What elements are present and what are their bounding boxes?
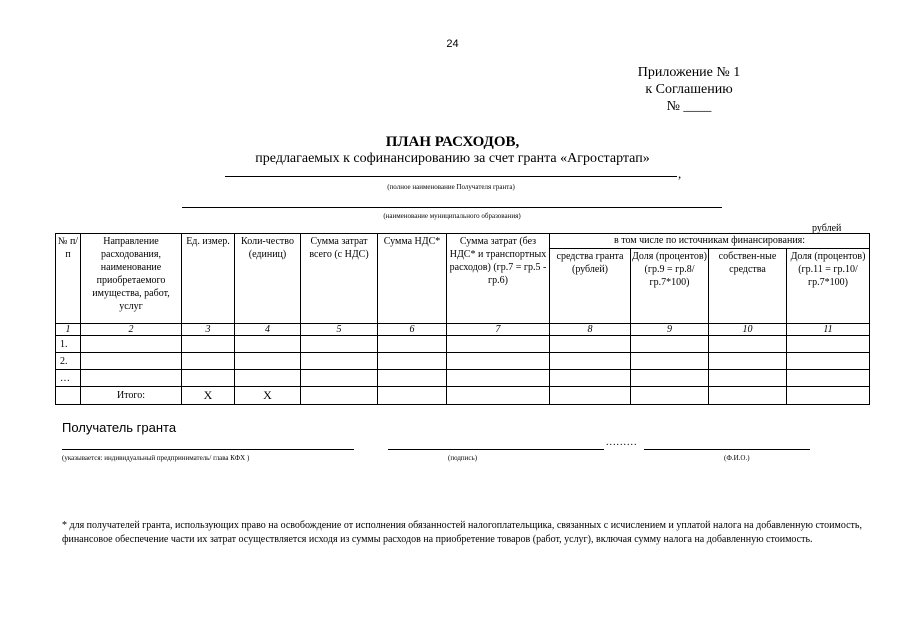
column-number: 2 [81,324,182,336]
recipient-trailing-comma: , [678,166,682,181]
table-row [56,370,870,387]
header-grant-share: Доля (процентов) (гр.9 = гр.8/гр.7*100) [631,249,709,324]
appendix-block [609,64,769,115]
column-number: 4 [235,324,301,336]
document-subtitle: предлагаемых к софинансированию за счет гранта «Агростартап» [255,151,650,166]
appendix-line-3: № ____ [666,99,712,114]
cell-grant-share[interactable] [631,353,709,370]
cell-direction[interactable] [81,353,182,370]
total-label: Итого: [81,387,182,405]
header-grant: средства гранта (рублей) [550,249,631,324]
cell-own[interactable] [709,370,787,387]
cell-grant[interactable] [550,370,631,387]
signature-caption: (подпись) [448,454,478,462]
cell-total[interactable] [301,370,378,387]
cell-total[interactable] [301,336,378,353]
full-name-line[interactable] [644,449,810,450]
column-number: 9 [631,324,709,336]
table-row [56,336,870,353]
header-unit: Ед. измер. [182,234,235,324]
header-own-share: Доля (процентов) (гр.11 = гр.10/гр.7*100) [787,249,870,324]
position-caption: (указывается: индивидуальный предприниматель/ глава КФХ ) [62,454,250,462]
position-line[interactable] [62,449,354,450]
cell-grant-share[interactable] [631,336,709,353]
cell-qty[interactable] [235,370,301,387]
header-qty: Коли-чество (единиц) [235,234,301,324]
cell-qty[interactable] [235,353,301,370]
cell-total[interactable] [301,353,378,370]
expense-plan-table [55,233,870,405]
recipient-name-line[interactable] [225,176,677,177]
column-number: 5 [301,324,378,336]
cell-net[interactable] [447,353,550,370]
total-row [56,387,870,405]
cell-own[interactable] [709,336,787,353]
cell-own-share[interactable] [787,370,870,387]
header-own: собствен-ные средства [709,249,787,324]
total-qty-x: Х [235,387,301,405]
row-number: 2. [56,353,81,370]
column-number: 10 [709,324,787,336]
cell-net[interactable] [447,370,550,387]
total-sum-cell[interactable] [301,387,378,405]
total-grant-cell[interactable] [550,387,631,405]
column-number: 3 [182,324,235,336]
signature-line[interactable] [388,449,604,450]
column-number-row [56,324,870,336]
cell-unit[interactable] [182,336,235,353]
cell-vat[interactable] [378,370,447,387]
row-number: … [56,370,81,387]
cell-direction[interactable] [81,336,182,353]
header-direction: Направление расходования, наименование приобретаемого имущества, работ, услуг [81,234,182,324]
header-vat: Сумма НДС* [378,234,447,324]
total-unit-x: Х [182,387,235,405]
column-number: 1 [56,324,81,336]
header-total: Сумма затрат всего (с НДС) [301,234,378,324]
signature-title: Получатель гранта [62,420,177,435]
cell-unit[interactable] [182,370,235,387]
municipality-caption: (наименование муниципального образования) [383,212,521,220]
signature-dots: ......... [606,437,638,448]
cell-own-share[interactable] [787,353,870,370]
page-number: 24 [446,38,459,50]
cell-net[interactable] [447,336,550,353]
header-net: Сумма затрат (без НДС* и транспортных расходов) (гр.7 = гр.5 - гр.6) [447,234,550,324]
total-net-cell[interactable] [447,387,550,405]
cell-vat[interactable] [378,353,447,370]
cell-own[interactable] [709,353,787,370]
cell-direction[interactable] [81,370,182,387]
column-number: 8 [550,324,631,336]
cell-grant[interactable] [550,353,631,370]
appendix-line-1: Приложение № 1 [637,65,741,80]
units-label: рублей [812,223,842,234]
total-own-share-cell[interactable] [787,387,870,405]
municipality-line[interactable] [182,207,722,208]
full-name-caption: (Ф.И.О.) [724,454,750,462]
total-grant-share-cell[interactable] [631,387,709,405]
total-own-cell[interactable] [709,387,787,405]
column-number: 11 [787,324,870,336]
cell-grant-share[interactable] [631,370,709,387]
header-num: № п/п [56,234,81,324]
total-vat-cell[interactable] [378,387,447,405]
row-number: 1. [56,336,81,353]
cell-own-share[interactable] [787,336,870,353]
document-title: ПЛАН РАСХОДОВ, [385,134,520,150]
vat-footnote: * для получателей гранта, использующих право на освобождение от исполнения обязанностей налогоплательщика, связанных с исчислением и уплатой налога на добавленную стоимость, финансовое обеспечение части их затрат осуществляется исходя из суммы расходов на приобретение товаров (работ, услуг), включая сумму налога на добавленную стоимость. [62,520,862,545]
column-number: 6 [378,324,447,336]
cell-unit[interactable] [182,353,235,370]
cell-qty[interactable] [235,336,301,353]
total-empty-cell [56,387,81,405]
header-sources: в том числе по источникам финансирования: [550,234,870,249]
recipient-name-caption: (полное наименование Получателя гранта) [387,183,515,191]
cell-grant[interactable] [550,336,631,353]
appendix-line-2: к Соглашению [645,82,733,97]
cell-vat[interactable] [378,336,447,353]
column-number: 7 [447,324,550,336]
table-row [56,353,870,370]
